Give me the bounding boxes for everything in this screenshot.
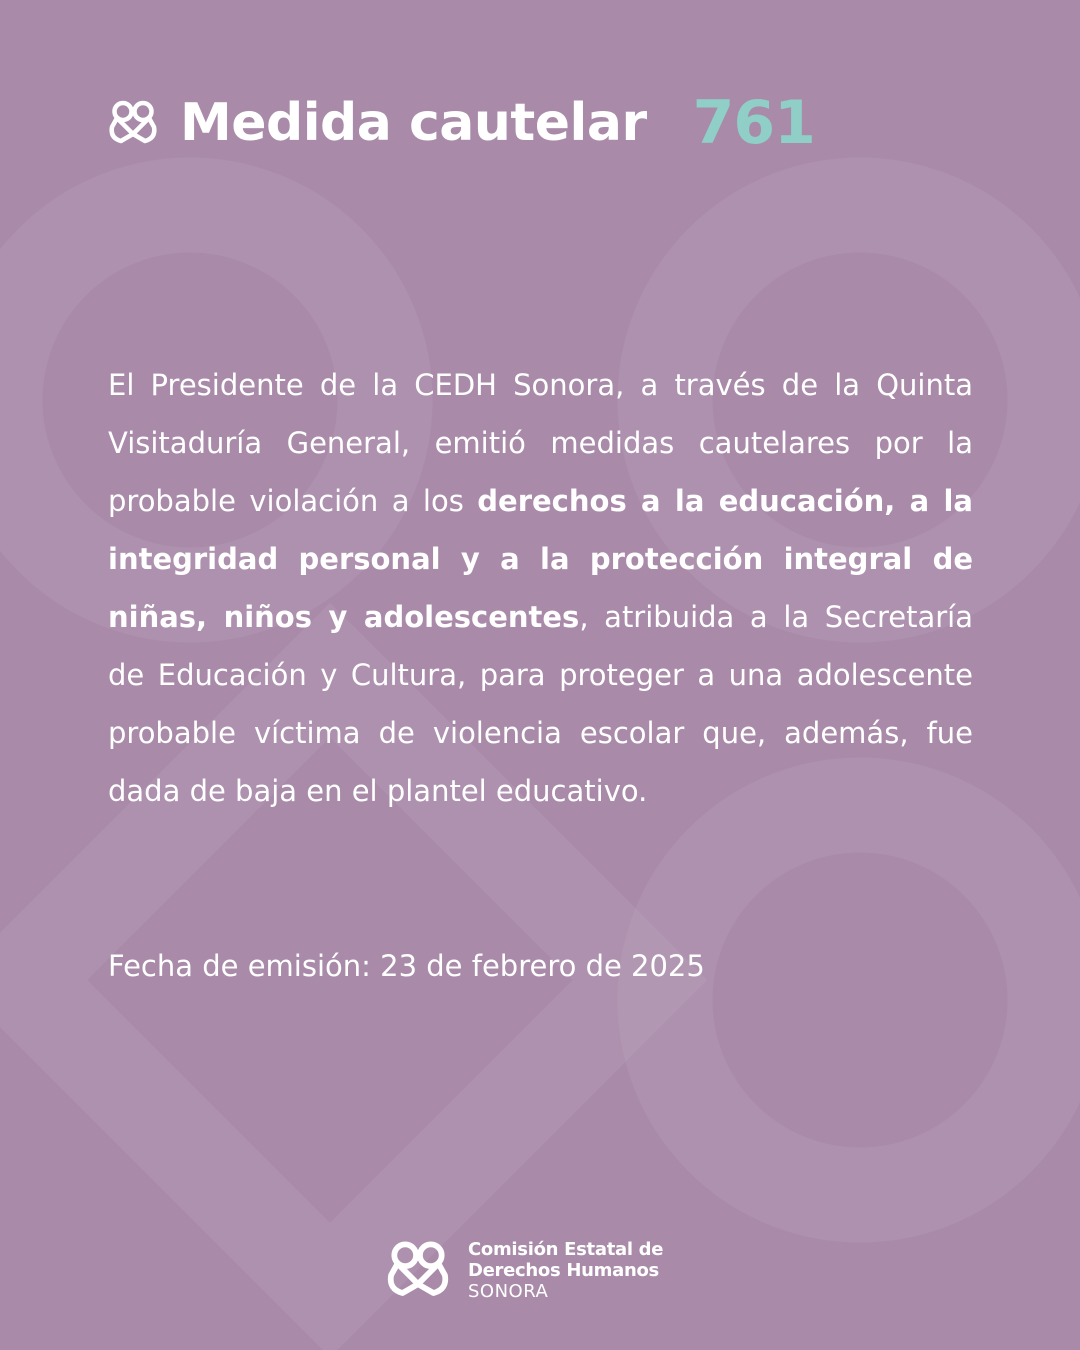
header: [108, 88, 815, 158]
org-name-line2: Derechos Humanos: [468, 1259, 659, 1281]
body-paragraph: [108, 356, 973, 820]
footer-logo: [386, 1238, 663, 1302]
measure-number: 761: [692, 88, 815, 158]
org-name-line1: Comisión Estatal de: [468, 1238, 664, 1260]
cedh-knot-icon: [108, 98, 158, 148]
issue-date: Fecha de emisión: 23 de febrero de 2025: [108, 949, 705, 983]
cedh-knot-icon: [386, 1238, 450, 1302]
body-text-part-1: El Presidente de la CEDH Sonora, a través de la Quinta Visitaduría General, emitió medidas cautelares por la probable violación a los: [108, 368, 973, 518]
page-title: Medida cautelar: [180, 93, 647, 153]
body-text-part-2: , atribuida a la Secretaría de Educación y Cultura, para proteger a una adolescente probable víctima de violencia escolar que, además, fue dada de baja en el plantel educativo.: [108, 600, 973, 808]
org-state: SONORA: [468, 1280, 549, 1302]
organization-name: [468, 1239, 663, 1302]
body-text-bold: derechos a la educación, a la integridad personal y a la protección integral de niñas, niños y adolescentes: [108, 484, 973, 634]
